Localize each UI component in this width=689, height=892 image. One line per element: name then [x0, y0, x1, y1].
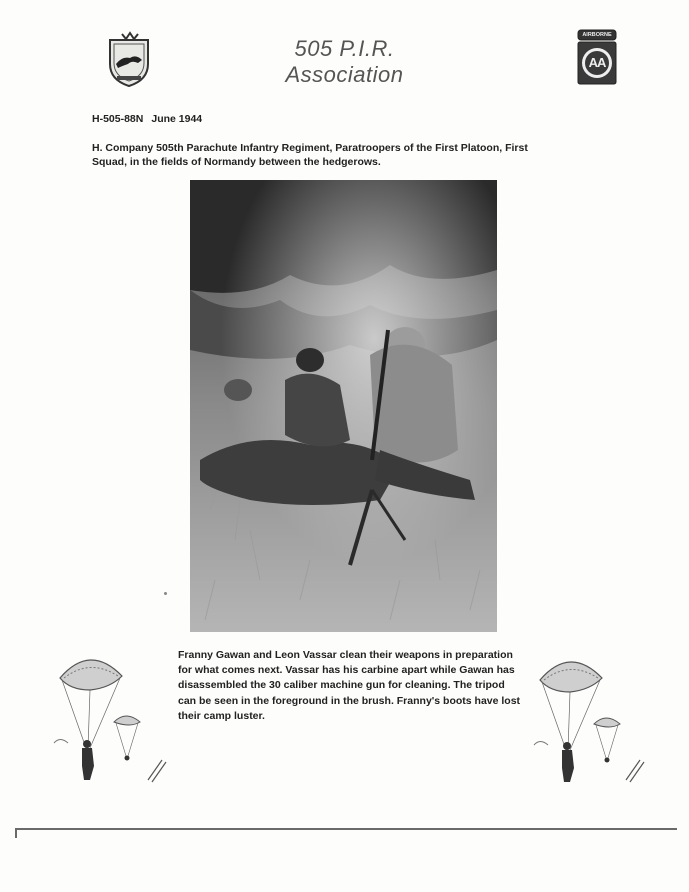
- photo-headline: H. Company 505th Parachute Infantry Regiment, Paratroopers of the First Platoon, First Squad, in the fields of Normandy between the hedgerows.: [92, 142, 528, 168]
- photo-date: June 1944: [151, 113, 203, 125]
- photo-reference: [92, 113, 202, 125]
- airborne-patch-letters: AA: [588, 55, 606, 70]
- footer-divider: [15, 828, 677, 830]
- airborne-division-patch-logo: [575, 28, 619, 86]
- photo-caption: Franny Gawan and Leon Vassar clean their weapons in preparation for what comes next. Vassar has his carbine apart while Gawan has disassembled the 30 caliber machine gun for cleaning. The tripod can be seen in the foreground in the brush. Franny's boots have lost their camp luster.: [178, 649, 521, 722]
- association-title-line2: Association: [285, 62, 404, 87]
- association-title-line1: 505 P.I.R.: [294, 36, 395, 61]
- airborne-patch-tab-text: AIRBORNE: [582, 32, 612, 38]
- footer-divider-tick: [15, 828, 17, 838]
- photo-id: H-505-88N: [92, 113, 144, 125]
- paratroopers-illustration-right: [530, 650, 650, 790]
- normandy-photograph: [190, 180, 497, 632]
- paratroopers-illustration-left: [50, 648, 170, 788]
- scan-speck: [164, 592, 167, 595]
